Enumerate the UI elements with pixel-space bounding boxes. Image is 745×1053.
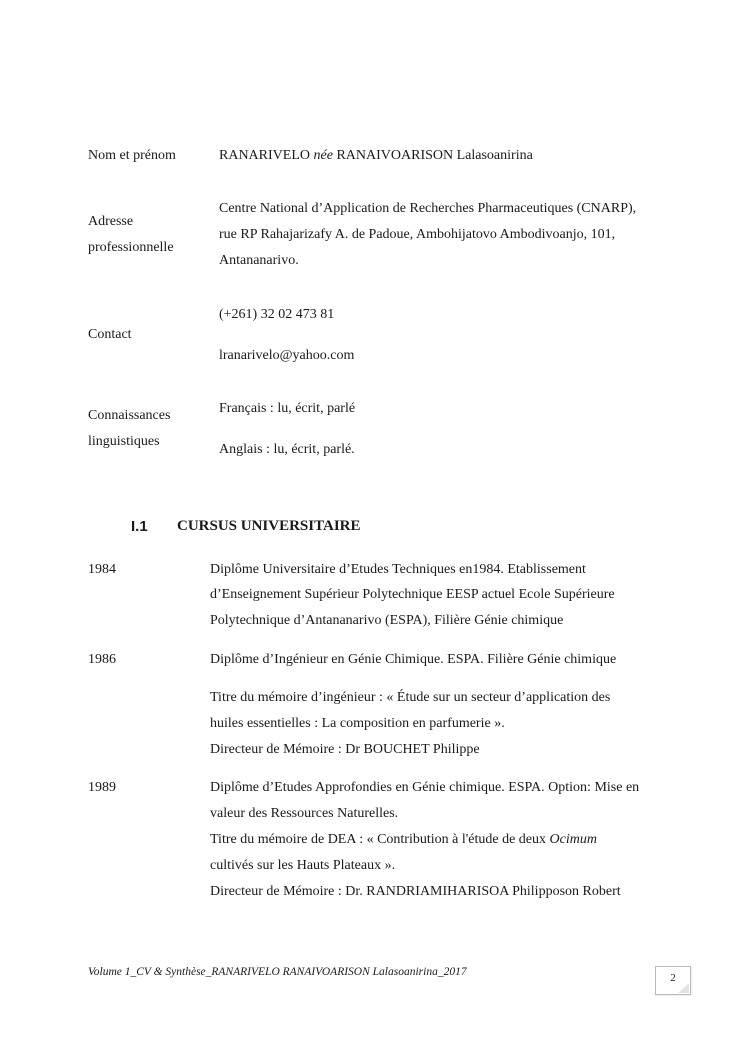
entry-memoire-line [210,831,597,849]
contact-label: Contact [88,327,132,342]
memoire-italic: Ocimum [549,832,597,847]
page-number-box [655,966,691,995]
languages-label-line2: linguistiques [88,434,160,449]
address-line: Centre National d’Application de Recherches Pharmaceutiques (CNARP), [219,201,637,216]
entry-director: Directeur de Mémoire : Dr BOUCHET Philippe [210,742,480,757]
entry-line: valeur des Ressources Naturelles. [210,806,399,821]
name-italic: née [313,148,333,163]
name-value [219,147,533,165]
language-english: Anglais : lu, écrit, parlé. [219,442,355,457]
address-line: Antananarivo. [219,253,299,268]
entry-memoire-line: huiles essentielles : La composition en parfumerie ». [210,716,505,731]
name-part1: RANARIVELO [219,148,314,163]
name-label: Nom et prénom [88,148,176,163]
page-number: 2 [670,972,676,984]
address-line: rue RP Rahajarizafy A. de Padoue, Ambohijatovo Ambodivoanjo, 101, [219,227,616,242]
languages-label-line1: Connaissances [88,408,171,423]
entry-year: 1989 [88,780,116,795]
section-title: CURSUS UNIVERSITAIRE [177,518,361,534]
entry-line: Diplôme Universitaire d’Etudes Techniques en1984. Etablissement [210,562,586,577]
footer-text: Volume 1_CV & Synthèse_RANARIVELO RANAIVOARISON Lalasoanirina_2017 [88,966,467,978]
address-label-line1: Adresse [88,214,134,229]
entry-memoire-line: Titre du mémoire d’ingénieur : « Étude sur un secteur d’application des [210,690,611,705]
address-label-line2: professionnelle [88,240,174,255]
contact-phone: (+261) 32 02 473 81 [219,307,335,322]
entry-line: d’Enseignement Supérieur Polytechnique EESP actuel Ecole Supérieure [210,587,615,602]
entry-year: 1986 [88,652,116,667]
page-fold-icon [678,983,689,993]
name-part2: RANAIVOARISON Lalasoanirina [332,148,533,163]
memoire-prefix: Titre du mémoire de DEA : « Contribution à l'étude de deux [210,832,550,847]
section-number: I.1 [131,518,148,535]
entry-line: Diplôme d’Etudes Approfondies en Génie chimique. ESPA. Option: Mise en [210,780,640,795]
contact-email: lranarivelo@yahoo.com [219,348,355,363]
entry-year: 1984 [88,562,116,577]
entry-line: Diplôme d’Ingénieur en Génie Chimique. ESPA. Filière Génie chimique [210,652,617,667]
entry-line: Polytechnique d’Antananarivo (ESPA), Filière Génie chimique [210,613,564,628]
language-french: Français : lu, écrit, parlé [219,401,356,416]
entry-director: Directeur de Mémoire : Dr. RANDRIAMIHARISOA Philipposon Robert [210,884,621,899]
entry-memoire-line: cultivés sur les Hauts Plateaux ». [210,858,396,873]
